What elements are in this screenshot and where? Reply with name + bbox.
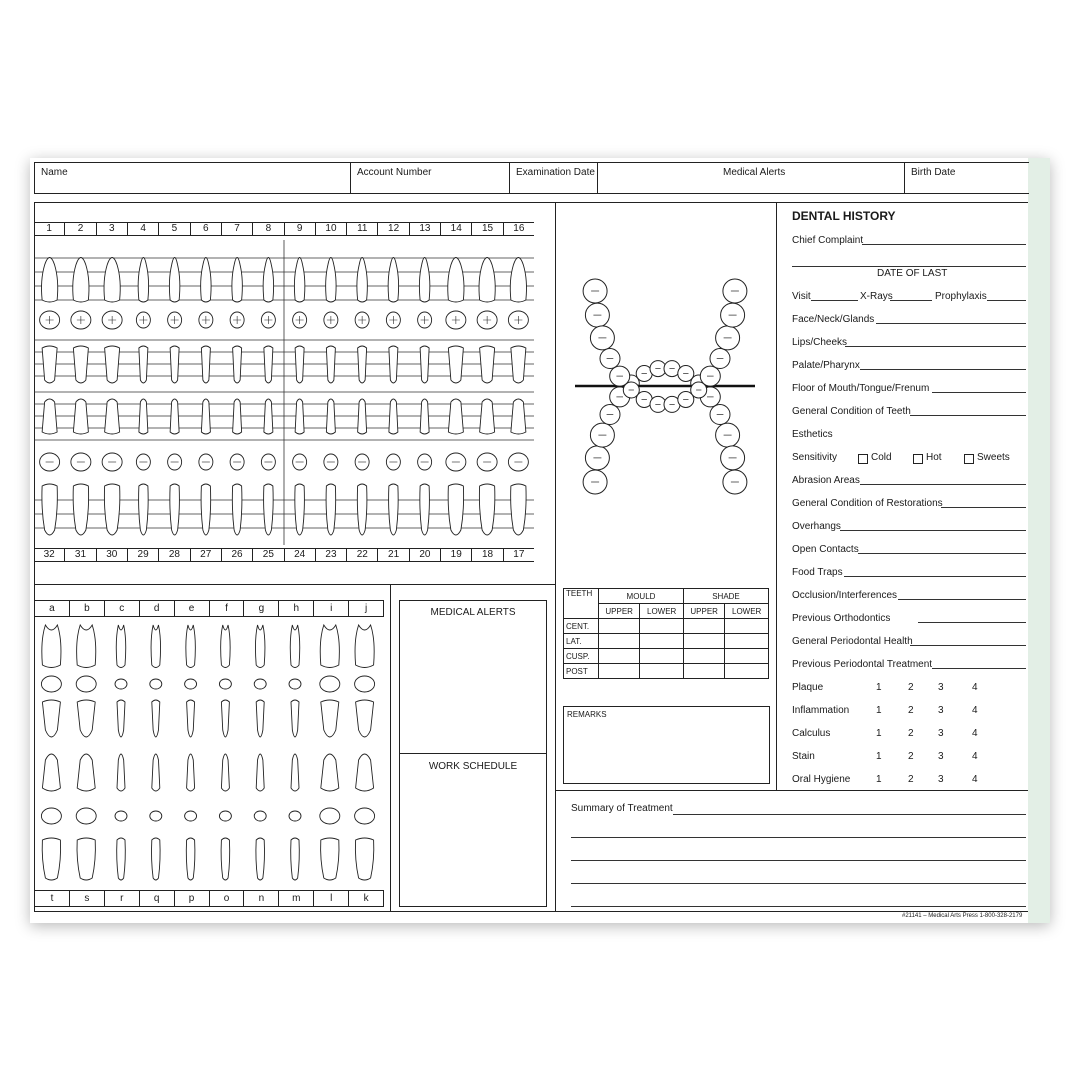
primary-tooth[interactable] [76,625,96,880]
rating-label: Stain [792,751,815,762]
cell[interactable] [725,649,769,664]
history-field-label: General Condition of Teeth [792,406,911,417]
sweets-label: Sweets [977,452,1010,463]
rating-label: Inflammation [792,705,850,716]
cell[interactable] [640,649,684,664]
tooth-letter-m: m [278,891,313,906]
tooth-number-11: 11 [346,223,377,235]
rating-value: 2 [908,705,914,716]
history-field-label: Palate/Pharynx [792,360,860,371]
tooth-letter-c: c [104,601,139,616]
history-field-line[interactable] [860,484,1026,485]
date-of-last-label: DATE OF LAST [877,268,948,279]
arch-tooth[interactable] [590,326,614,350]
tooth-number-19: 19 [440,549,471,561]
arch-tooth[interactable] [716,326,740,350]
tooth-number-18: 18 [471,549,502,561]
rating-label: Oral Hygiene [792,774,851,785]
account-number-field[interactable] [351,163,510,193]
tooth-letter-g: g [243,601,278,616]
lower-tooth-numbers [34,548,534,562]
divider-summary [555,790,1028,791]
medical-alerts-box[interactable] [399,600,547,907]
arch-tooth[interactable] [723,279,747,303]
tooth-number-8: 8 [252,223,283,235]
primary-teeth-diagram [34,620,382,888]
permanent-tooth[interactable] [293,258,307,536]
tooth-letter-e: e [174,601,209,616]
tooth-number-5: 5 [158,223,189,235]
primary-tooth[interactable] [289,625,301,880]
rating-value: 3 [938,728,944,739]
tooth-number-3: 3 [96,223,127,235]
prophylaxis-label: Prophylaxis [935,291,987,302]
rating-label: Plaque [792,682,824,693]
frame-bottom [34,911,1028,912]
history-field-line[interactable] [811,300,858,301]
examination-date-label: Examination Date [516,167,595,178]
history-field-line[interactable] [898,599,1026,600]
cell[interactable] [683,619,724,634]
shade-header: SHADE [683,589,768,604]
cell[interactable] [599,619,640,634]
permanent-tooth[interactable] [508,258,528,536]
permanent-teeth-diagram [34,240,534,545]
tooth-number-2: 2 [64,223,95,235]
history-field-label: Occlusion/Interferences [792,590,898,601]
arch-tooth[interactable] [583,470,607,494]
sweets-checkbox[interactable] [964,454,974,464]
divider-primary-boxes [390,584,391,911]
tooth-number-10: 10 [315,223,346,235]
tooth-number-21: 21 [377,549,408,561]
arch-tooth[interactable] [583,279,607,303]
tooth-letter-l: l [313,891,348,906]
history-field-line[interactable] [845,346,1026,347]
permanent-tooth[interactable] [261,258,275,536]
upper-primary-letters [34,600,384,617]
name-label: Name [41,167,68,178]
rating-value: 1 [876,705,882,716]
permanent-tooth[interactable] [418,258,432,536]
rating-value: 3 [938,705,944,716]
summary-line[interactable] [571,883,1026,884]
rating-value: 4 [972,774,978,785]
permanent-tooth[interactable] [446,258,466,536]
hot-checkbox[interactable] [913,454,923,464]
summary-line[interactable] [673,814,1026,815]
mould-lower: LOWER [640,604,684,619]
divider-history [776,202,777,790]
dental-chart-form [30,158,1050,923]
summary-line[interactable] [571,906,1026,907]
tooth-number-16: 16 [503,223,534,235]
permanent-tooth[interactable] [477,258,497,536]
tooth-number-7: 7 [221,223,252,235]
permanent-tooth[interactable] [355,258,369,536]
divider-perm-primary [34,584,555,585]
tooth-number-29: 29 [127,549,158,561]
permanent-tooth[interactable] [230,258,244,536]
upper-tooth-numbers [34,222,534,236]
history-field-line[interactable] [890,300,932,301]
tooth-number-31: 31 [64,549,95,561]
tooth-letter-t: t [50,893,54,904]
tooth-letter-q: q [139,891,174,906]
permanent-tooth[interactable] [168,258,182,536]
tooth-number-27: 27 [190,549,221,561]
rating-label: Calculus [792,728,831,739]
tooth-number-9: 9 [284,223,315,235]
cell[interactable] [599,664,640,679]
mould-upper: UPPER [599,604,640,619]
permanent-tooth[interactable] [136,258,150,536]
permanent-tooth[interactable] [40,258,60,536]
teeth-header: TEETH [564,589,599,619]
dental-history-title: DENTAL HISTORY [792,209,896,223]
permanent-tooth[interactable] [102,258,122,536]
arch-tooth[interactable] [723,470,747,494]
remarks-box[interactable] [563,706,770,784]
arch-tooth[interactable] [585,446,609,470]
tooth-letter-h: h [278,601,313,616]
tooth-number-26: 26 [221,549,252,561]
rating-value: 2 [908,774,914,785]
rating-value: 1 [876,751,882,762]
frame-top [34,202,1028,203]
tooth-number-12: 12 [377,223,408,235]
history-field-line[interactable] [844,576,1026,577]
tooth-number-28: 28 [158,549,189,561]
summary-line[interactable] [571,837,1026,838]
account-number-label: Account Number [357,167,432,178]
cold-checkbox[interactable] [858,454,868,464]
history-field-line[interactable] [918,622,1026,623]
history-field-label: General Periodontal Health [792,636,913,647]
arch-tooth[interactable] [721,303,745,327]
history-field-line[interactable] [987,300,1026,301]
hot-label: Hot [926,452,942,463]
tooth-number-1: 1 [46,223,52,234]
medical-alerts-label: Medical Alerts [723,167,786,178]
history-field-label: Food Traps [792,567,843,578]
arch-tooth[interactable] [700,366,720,386]
footer-print-info: #21141 – Medical Arts Press 1-800-328-2179 [902,913,1023,919]
tooth-letter-s: s [69,891,104,906]
birth-date-field[interactable] [905,163,1029,193]
arch-tooth[interactable] [716,423,740,447]
tooth-number-30: 30 [96,549,127,561]
divider-chart [555,202,556,911]
primary-tooth[interactable] [115,625,127,880]
name-field[interactable] [35,163,351,193]
rating-value: 4 [972,705,978,716]
rating-value: 1 [876,728,882,739]
history-field-label: Previous Orthodontics [792,613,891,624]
permanent-tooth[interactable] [199,258,213,536]
history-field-line[interactable] [858,553,1026,554]
tooth-number-20: 20 [409,549,440,561]
cell[interactable] [725,619,769,634]
shade-lower: LOWER [725,604,769,619]
tooth-letter-f: f [209,601,244,616]
history-field-label: Open Contacts [792,544,859,555]
rating-value: 3 [938,774,944,785]
history-field-line[interactable] [941,507,1026,508]
rating-value: 2 [908,728,914,739]
sensitivity-label: Sensitivity [792,452,838,463]
tooth-number-17: 17 [503,549,534,561]
row-lat: LAT. [564,634,599,649]
tooth-number-24: 24 [284,549,315,561]
rating-value: 4 [972,682,978,693]
xrays-label: X-Rays [860,291,893,302]
arch-tooth[interactable] [721,446,745,470]
cell[interactable] [599,649,640,664]
tooth-letter-p: p [174,891,209,906]
arch-diagram [570,233,760,553]
arch-tooth[interactable] [710,349,730,369]
primary-tooth[interactable] [219,625,231,880]
primary-tooth[interactable] [355,625,375,880]
cell[interactable] [683,634,724,649]
history-field-label: Esthetics [792,429,833,440]
primary-tooth[interactable] [320,625,340,880]
remarks-label: REMARKS [567,710,607,719]
tooth-letter-r: r [104,891,139,906]
birth-date-label: Birth Date [911,167,956,178]
primary-tooth[interactable] [41,625,61,880]
tooth-number-13: 13 [409,223,440,235]
history-field-label: General Condition of Restorations [792,498,943,509]
chief-complaint-label: Chief Complaint [792,235,864,246]
history-field-line[interactable] [860,369,1026,370]
arch-tooth[interactable] [710,405,730,425]
history-field-label: Abrasion Areas [792,475,860,486]
arch-tooth[interactable] [590,423,614,447]
tooth-number-22: 22 [346,549,377,561]
history-field-line[interactable] [876,323,1026,324]
lower-primary-letters [34,890,384,907]
mould-header: MOULD [599,589,684,604]
rating-value: 3 [938,751,944,762]
medical-alerts-field[interactable] [598,163,905,193]
cell[interactable] [640,664,684,679]
history-field-line[interactable] [792,266,1026,267]
history-field-line[interactable] [910,415,1026,416]
history-field-label: Face/Neck/Glands [792,314,875,325]
tooth-letter-n: n [243,891,278,906]
cell[interactable] [640,619,684,634]
rating-value: 4 [972,751,978,762]
history-field-line[interactable] [840,530,1026,531]
rating-value: 1 [876,774,882,785]
history-field-line[interactable] [932,392,1026,393]
row-post: POST [564,664,599,679]
tooth-number-4: 4 [127,223,158,235]
arch-tooth[interactable] [600,405,620,425]
tooth-letter-j: j [348,601,383,616]
arch-tooth[interactable] [600,349,620,369]
tooth-letter-b: b [69,601,104,616]
visit-label: Visit [792,291,811,302]
tooth-letter-k: k [348,891,383,906]
tooth-number-23: 23 [315,549,346,561]
cell[interactable] [725,664,769,679]
tooth-letter-a: a [49,603,55,614]
summary-label: Summary of Treatment [571,803,673,814]
primary-tooth[interactable] [150,625,162,880]
row-cusp: CUSP. [564,649,599,664]
tooth-letter-d: d [139,601,174,616]
tooth-number-6: 6 [190,223,221,235]
examination-date-field[interactable] [510,163,598,193]
primary-tooth[interactable] [185,625,197,880]
history-field-line[interactable] [932,668,1026,669]
history-field-label: Lips/Cheeks [792,337,848,348]
cell[interactable] [683,664,724,679]
cell[interactable] [725,634,769,649]
shade-upper: UPPER [683,604,724,619]
header-row [34,162,1029,194]
cold-label: Cold [871,452,892,463]
tooth-number-14: 14 [440,223,471,235]
history-field-label: Overhangs [792,521,841,532]
permanent-tooth[interactable] [386,258,400,536]
history-field-line[interactable] [862,244,1026,245]
history-field-label: Floor of Mouth/Tongue/Frenum [792,383,930,394]
rating-value: 2 [908,751,914,762]
mould-shade-table [563,588,769,679]
cell[interactable] [683,649,724,664]
medical-alerts-title: MEDICAL ALERTS [430,607,516,618]
rating-value: 4 [972,728,978,739]
work-schedule-title: WORK SCHEDULE [428,761,518,772]
row-cent: CENT. [564,619,599,634]
primary-tooth[interactable] [254,625,266,880]
permanent-tooth[interactable] [71,258,91,536]
rating-value: 3 [938,682,944,693]
history-field-label: Previous Periodontal Treatment [792,659,933,670]
tooth-number-32: 32 [43,549,55,560]
rating-value: 1 [876,682,882,693]
green-carbon-strip [1028,158,1050,923]
box-divider [400,753,546,754]
arch-tooth[interactable] [585,303,609,327]
permanent-tooth[interactable] [324,258,338,536]
tooth-number-25: 25 [252,549,283,561]
tooth-number-15: 15 [471,223,502,235]
tooth-letter-o: o [209,891,244,906]
tooth-letter-i: i [313,601,348,616]
summary-line[interactable] [571,860,1026,861]
rating-value: 2 [908,682,914,693]
cell[interactable] [599,634,640,649]
cell[interactable] [640,634,684,649]
history-field-line[interactable] [910,645,1026,646]
